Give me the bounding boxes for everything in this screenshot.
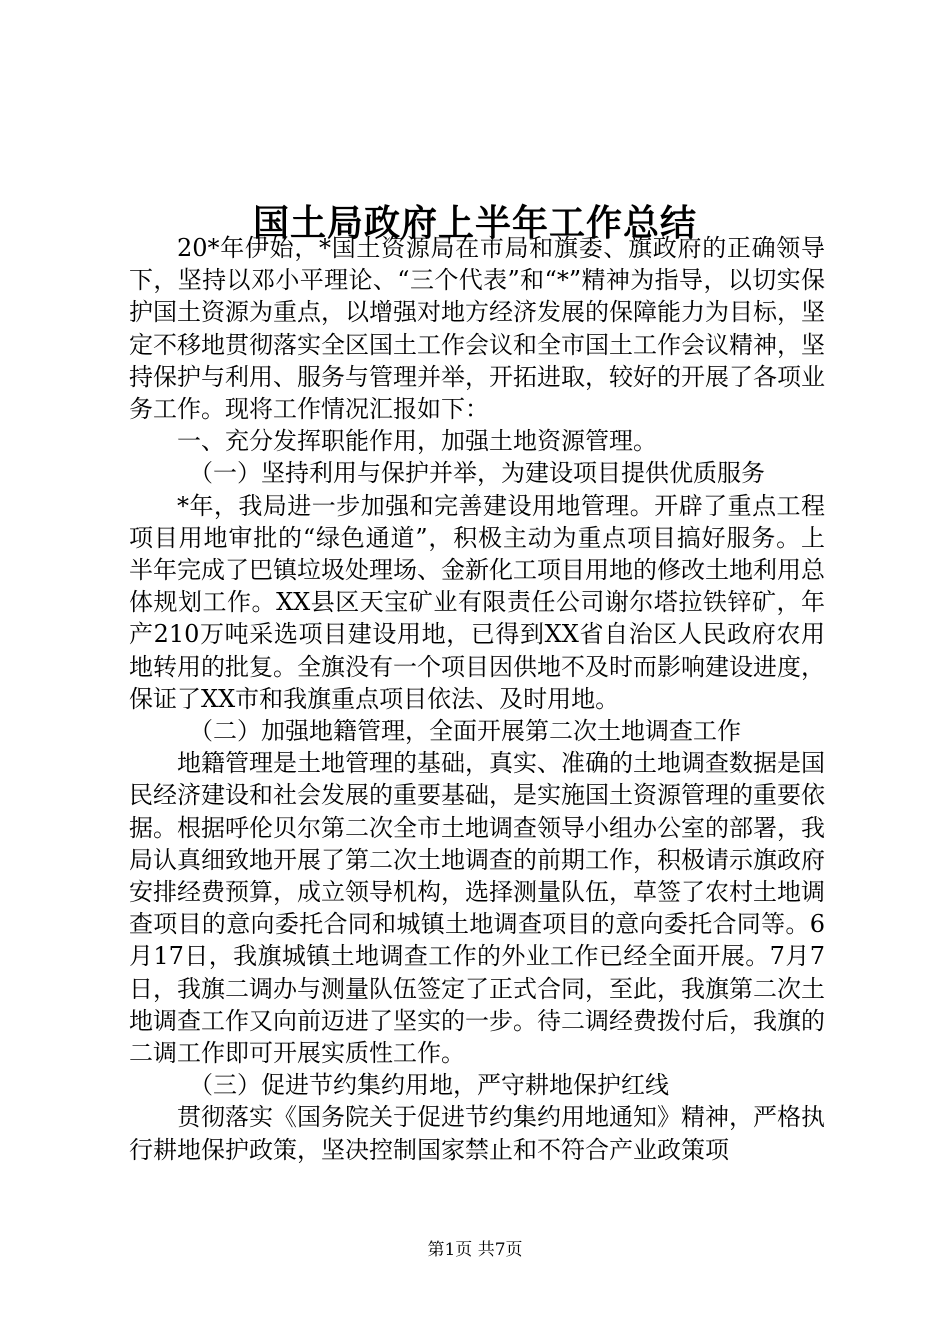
page-footer: 第1页 共7页 xyxy=(427,1240,523,1260)
document-title: 国土局政府上半年工作总结 xyxy=(252,202,697,245)
intro-paragraph: 20*年伊始，*国土资源局在市局和旗委、旗政府的正确领导下，坚持以邓小平理论、“三个代表”和“*”精神为指导，以切实保护国土资源为重点，以增强对地方经济发展的保障能力为目标，坚定不移地贯彻落实全区国土工作会议和全市国土工作会议精神，坚持保护与利用、服务与管理并举，开拓进取，较好的开展了各项业务工作。现将工作情况汇报如下： xyxy=(129,234,825,424)
body-paragraph-2: 地籍管理是土地管理的基础，真实、准确的土地调查数据是国民经济建设和社会发展的重要基础，是实施国土资源管理的重要依据。根据呼伦贝尔第二次全市土地调查领导小组办公室的部署，我局认真细致地开展了第二次土地调查的前期工作，积极请示旗政府安排经费预算，成立领导机构，选择测量队伍，草签了农村土地调查项目的意向委托合同和城镇土地调查项目的意向委托合同等。6月17日，我旗城镇土地调查工作的外业工作已经全面开展。7月7日，我旗二调办与测量队伍签定了正式合同，至此，我旗第二次土地调查工作又向前迈进了坚实的一步。待二调经费拨付后，我旗的二调工作即可开展实质性工作。 xyxy=(129,749,825,1068)
document-body xyxy=(129,232,825,1166)
subsection-heading-3: （三）促进节约集约用地，严守耕地保护红线 xyxy=(189,1071,669,1100)
subsection-heading-2: （二）加强地籍管理，全面开展第二次土地调查工作 xyxy=(189,717,741,746)
section-heading-1: 一、充分发挥职能作用，加强土地资源管理。 xyxy=(177,427,657,456)
body-paragraph-3: 贯彻落实《国务院关于促进节约集约用地通知》精神，严格执行耕地保护政策，坚决控制国家禁止和不符合产业政策项 xyxy=(129,1103,825,1164)
body-paragraph-1: *年，我局进一步加强和完善建设用地管理。开辟了重点工程项目用地审批的“绿色通道”，积极主动为重点项目搞好服务。上半年完成了巴镇垃圾处理场、金新化工项目用地的修改土地利用总体规划工作。XX县区天宝矿业有限责任公司谢尔塔拉铁锌矿，年产210万吨采选项目建设用地，已得到XX省自治区人民政府农用地转用的批复。全旗没有一个项目因供地不及时而影响建设进度，保证了XX市和我旗重点项目依法、及时用地。 xyxy=(129,491,825,713)
subsection-heading-1: （一）坚持利用与保护并举，为建设项目提供优质服务 xyxy=(189,459,765,488)
